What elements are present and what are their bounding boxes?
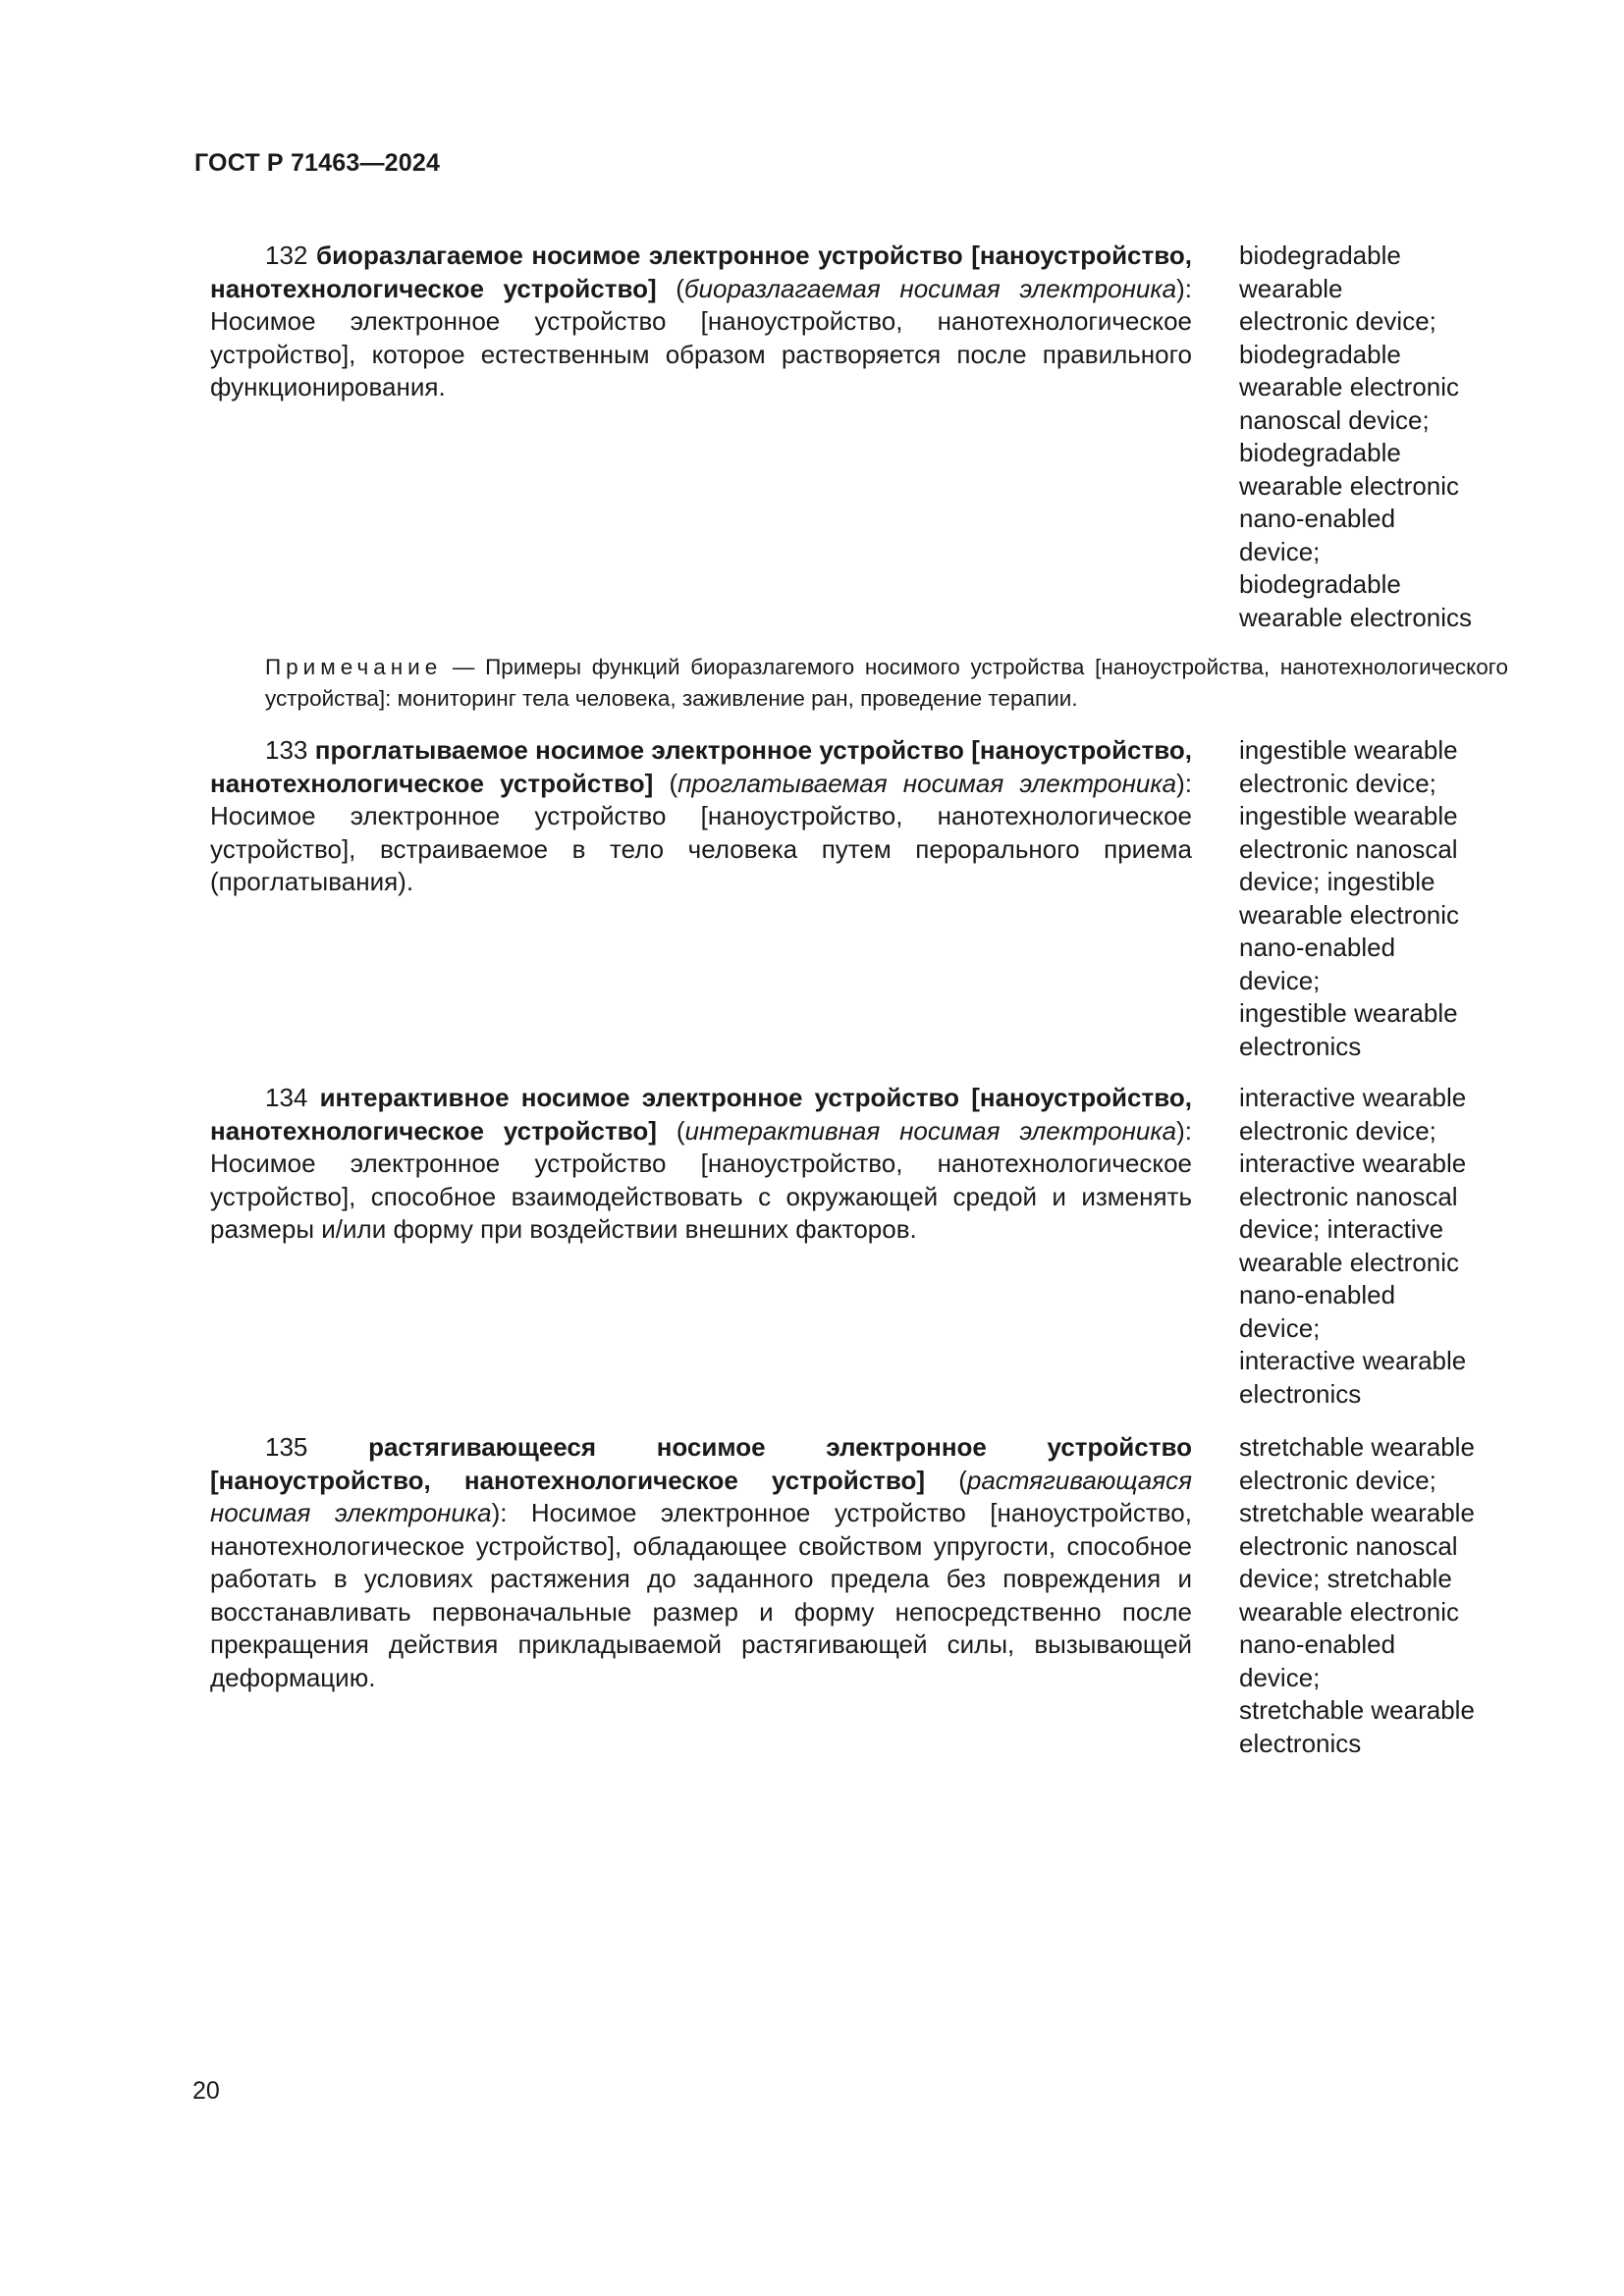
term-entry-133: 133 проглатываемое носимое электронное устройство [наноустройство, нанотехнологическое устройство] (проглатываемая носимая электроника): Носимое электронное устройство [наноустройство, нанотехнологическое устройство], встраиваемое в тело человека путем перорального приема (проглатывания). bbox=[210, 735, 1192, 896]
note-label: Примечание bbox=[265, 655, 443, 679]
english-term-line: wearable bbox=[1239, 273, 1343, 303]
english-term-line: nano-enabled bbox=[1239, 1280, 1396, 1309]
term-entry-135: 135 растягивающееся носимое электронное устройство [наноустройство, нанотехнологическое устройство] (растягивающаяся носимая электроника): Носимое электронное устройство [наноустройство, нанотехнологическое устройство], обладающее свойством упругости, способное работать в условиях растяжения до заданного предела без повреждения и восстанавливать первоначальные размер и форму непосредственно после прекращения действия прикладываемой растягивающей силы, вызывающей деформацию. bbox=[210, 1432, 1192, 1692]
english-term-line: wearable electronic bbox=[1239, 899, 1460, 930]
english-term-line: electronic nanoscal bbox=[1239, 1530, 1458, 1561]
term-number: 134 bbox=[265, 1083, 308, 1112]
english-term-line: device; stretchable bbox=[1239, 1564, 1452, 1593]
term-definition: ): Носимое электронное устройство [наноустройство, нанотехнологическое устройство], способное взаимодействовать с окружающей средой и изменять размеры и/или форму при воздействии внешних факторов. bbox=[210, 1115, 1192, 1244]
english-term-line: electronics bbox=[1239, 1378, 1362, 1409]
term-entry-132: 132 биоразлагаемое носимое электронное устройство [наноустройство, нанотехнологическое устройство] (биоразлагаемая носимая электроника): Носимое электронное устройство [наноустройство, нанотехнологическое устройство], которое естественным образом растворяется после правильного функционирования. bbox=[210, 240, 1192, 401]
term-synonym: растягивающаяся носимая электроника bbox=[210, 1465, 1192, 1527]
english-equivalents-132 bbox=[1239, 240, 1524, 634]
term-title: интерактивное носимое электронное устройство [наноустройство, нанотехнологическое устройство] bbox=[210, 1083, 1192, 1146]
term-synonym: проглатываемая носимая электроника bbox=[677, 768, 1177, 798]
term-definition: ): Носимое электронное устройство [наноустройство, нанотехнологическое устройство], которое естественным образом растворяется после правильного функционирования. bbox=[210, 273, 1192, 401]
english-term-line: device; bbox=[1239, 965, 1321, 995]
english-term-line: biodegradable bbox=[1239, 339, 1401, 369]
english-term-line: electronic device; bbox=[1239, 1465, 1436, 1495]
english-term-line: ingestible wearable bbox=[1239, 998, 1458, 1028]
english-term-line: wearable electronic bbox=[1239, 372, 1460, 401]
term-synonym: биоразлагаемая носимая электроника bbox=[683, 273, 1177, 303]
term-number: 133 bbox=[265, 735, 308, 765]
english-term-line: nano-enabled bbox=[1239, 1629, 1396, 1659]
english-equivalents-134 bbox=[1239, 1082, 1524, 1411]
english-term-line: wearable electronic bbox=[1239, 1247, 1460, 1277]
english-equivalents-133 bbox=[1239, 734, 1524, 1063]
english-term-line: device; bbox=[1239, 1662, 1321, 1692]
english-term-line: device; ingestible bbox=[1239, 867, 1435, 896]
document-header: ГОСТ Р 71463—2024 bbox=[194, 149, 441, 177]
term-definition: ): Носимое электронное устройство [наноустройство, нанотехнологическое устройство], встраиваемое в тело человека путем перорального приема (проглатывания). bbox=[210, 768, 1192, 896]
page-number: 20 bbox=[192, 2077, 220, 2105]
term-title: биоразлагаемое носимое электронное устройство [наноустройство, нанотехнологическое устройство] bbox=[210, 240, 1192, 303]
term-synonym: интерактивная носимая электроника bbox=[684, 1115, 1177, 1146]
note bbox=[210, 652, 1508, 715]
term-title: растягивающееся носимое электронное устройство [наноустройство, нанотехнологическое устройство] bbox=[210, 1432, 1192, 1495]
english-term-line: ingestible wearable bbox=[1239, 735, 1458, 765]
english-term-line: stretchable wearable bbox=[1239, 1695, 1475, 1725]
english-term-line: interactive wearable bbox=[1239, 1346, 1467, 1375]
english-term-line: stretchable wearable bbox=[1239, 1498, 1475, 1527]
english-term-line: ingestible wearable bbox=[1239, 801, 1458, 830]
english-term-line: wearable electronic bbox=[1239, 1596, 1460, 1627]
english-term-line: stretchable wearable bbox=[1239, 1432, 1475, 1462]
english-term-line: wearable electronic bbox=[1239, 470, 1460, 501]
english-term-line: device; bbox=[1239, 536, 1321, 566]
english-term-line: electronic nanoscal bbox=[1239, 1181, 1458, 1211]
term-title: проглатываемое носимое электронное устройство [наноустройство, нанотехнологическое устройство] bbox=[210, 735, 1192, 798]
english-term-line: electronics bbox=[1239, 1031, 1362, 1061]
english-term-line: interactive wearable bbox=[1239, 1148, 1467, 1178]
english-term-line: device; bbox=[1239, 1312, 1321, 1343]
term-number: 132 bbox=[265, 240, 308, 270]
english-term-line: biodegradable bbox=[1239, 569, 1401, 599]
english-term-line: device; interactive bbox=[1239, 1214, 1444, 1244]
english-term-line: nanoscal device; bbox=[1239, 404, 1430, 435]
english-term-line: wearable electronics bbox=[1239, 602, 1473, 632]
english-term-line: electronic device; bbox=[1239, 306, 1436, 336]
english-term-line: electronic device; bbox=[1239, 768, 1436, 798]
term-definition: ): Носимое электронное устройство [наноустройство, нанотехнологическое устройство], обладающее свойством упругости, способное работать в условиях растяжения до заданного предела без повреждения и восстанавливать первоначальные размер и форму непосредственно после прекращения действия прикладываемой растягивающей силы, вызывающей деформацию. bbox=[210, 1498, 1192, 1692]
term-entry-134: 134 интерактивное носимое электронное устройство [наноустройство, нанотехнологическое устройство] (интерактивная носимая электроника): Носимое электронное устройство [наноустройство, нанотехнологическое устройство], способное взаимодействовать с окружающей средой и изменять размеры и/или форму при воздействии внешних факторов. bbox=[210, 1083, 1192, 1244]
english-equivalents-135 bbox=[1239, 1431, 1524, 1760]
english-term-line: nano-enabled bbox=[1239, 504, 1396, 533]
term-number: 135 bbox=[265, 1432, 308, 1462]
english-term-line: biodegradable bbox=[1239, 240, 1401, 270]
english-term-line: biodegradable bbox=[1239, 438, 1401, 467]
english-term-line: interactive wearable bbox=[1239, 1083, 1467, 1112]
english-term-line: electronic device; bbox=[1239, 1115, 1436, 1146]
english-term-line: electronics bbox=[1239, 1728, 1362, 1758]
english-term-line: nano-enabled bbox=[1239, 933, 1396, 962]
note-text: — Примеры функций биоразлагемого носимого устройства [наноустройства, нанотехнологического устройства]: мониторинг тела человека, заживление ран, проведение терапии. bbox=[265, 655, 1508, 711]
english-term-line: electronic nanoscal bbox=[1239, 833, 1458, 864]
